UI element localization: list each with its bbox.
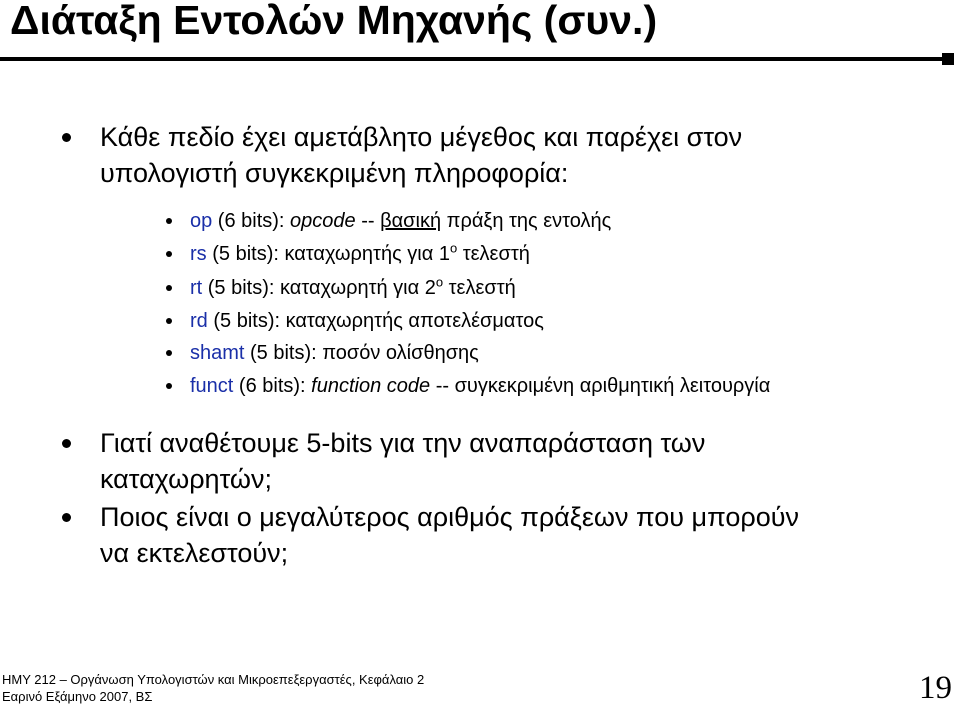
bullet-field-info bbox=[100, 119, 742, 191]
sub-bullet-dot-icon bbox=[166, 251, 172, 257]
field-shamt bbox=[190, 340, 479, 366]
field-rd bbox=[190, 308, 544, 334]
footer-course: ΗΜΥ 212 – Οργάνωση Υπολογιστών και Μικροεπεξεργαστές, Κεφάλαιο 2 bbox=[2, 672, 425, 687]
field-description: συγκεκριμένη αριθμητική λειτουργία bbox=[454, 375, 771, 397]
field-italic-term: function code bbox=[311, 375, 431, 397]
field-name: rt bbox=[190, 277, 203, 299]
bullet-why-5-bits bbox=[100, 425, 705, 497]
field-name: rd bbox=[190, 310, 208, 332]
sub-bullet-dot-icon bbox=[166, 350, 172, 356]
field-size: (6 bits): bbox=[233, 375, 312, 397]
field-description: πράξη της εντολής bbox=[441, 210, 612, 232]
bullet-dot-icon bbox=[62, 133, 71, 142]
field-op bbox=[190, 208, 611, 234]
sub-bullet-dot-icon bbox=[166, 285, 172, 291]
slide-title: Διάταξη Εντολών Μηχανής (συν.) bbox=[10, 0, 658, 43]
page-number: 19 bbox=[919, 670, 952, 706]
field-size: (6 bits): bbox=[212, 210, 291, 232]
field-rt bbox=[190, 275, 516, 301]
field-ordinal-superscript: ο bbox=[449, 240, 458, 256]
field-description: καταχωρητής αποτελέσματος bbox=[285, 310, 544, 332]
field-italic-term: opcode bbox=[290, 210, 356, 232]
field-description-end: τελεστή bbox=[457, 243, 530, 265]
field-separator: -- bbox=[430, 375, 455, 397]
field-name: rs bbox=[190, 243, 207, 265]
bullet-line: Κάθε πεδίο έχει αμετάβλητο μέγεθος και παρέχει στον bbox=[100, 122, 743, 152]
field-description: ποσόν ολίσθησης bbox=[322, 342, 479, 364]
bullet-line: Γιατί αναθέτουμε 5-bits για την αναπαράσταση των bbox=[100, 428, 706, 458]
field-ordinal-superscript: ο bbox=[435, 274, 444, 290]
field-separator: -- bbox=[355, 210, 381, 232]
sub-bullet-dot-icon bbox=[166, 318, 172, 324]
field-rs bbox=[190, 241, 530, 267]
field-description-end: τελεστή bbox=[443, 277, 516, 299]
bullet-line: καταχωρητών; bbox=[100, 464, 272, 494]
field-size: (5 bits): bbox=[202, 277, 281, 299]
field-size: (5 bits): bbox=[244, 342, 323, 364]
bullet-dot-icon bbox=[62, 513, 71, 522]
field-description: καταχωρητής για 1 bbox=[284, 243, 450, 265]
field-underlined-word: βασική bbox=[380, 210, 442, 232]
field-funct bbox=[190, 373, 770, 399]
bullet-max-operations bbox=[100, 499, 799, 571]
field-size: (5 bits): bbox=[207, 310, 286, 332]
field-size: (5 bits): bbox=[206, 243, 285, 265]
bullet-line: Ποιος είναι ο μεγαλύτερος αριθμός πράξεων που μπορούν bbox=[100, 502, 799, 532]
sub-bullet-dot-icon bbox=[166, 218, 172, 224]
field-description: καταχωρητή για 2 bbox=[280, 277, 436, 299]
field-name: funct bbox=[190, 375, 234, 397]
sub-bullet-dot-icon bbox=[166, 383, 172, 389]
footer-semester: Εαρινό Εξάμηνο 2007, ΒΣ bbox=[2, 689, 153, 704]
title-rule-end-mark bbox=[942, 53, 954, 65]
title-underline-rule bbox=[0, 57, 952, 61]
bullet-line: να εκτελεστούν; bbox=[100, 538, 289, 568]
field-name: op bbox=[190, 210, 213, 232]
bullet-line: υπολογιστή συγκεκριμένη πληροφορία: bbox=[100, 158, 569, 188]
bullet-dot-icon bbox=[62, 439, 71, 448]
field-name: shamt bbox=[190, 342, 245, 364]
